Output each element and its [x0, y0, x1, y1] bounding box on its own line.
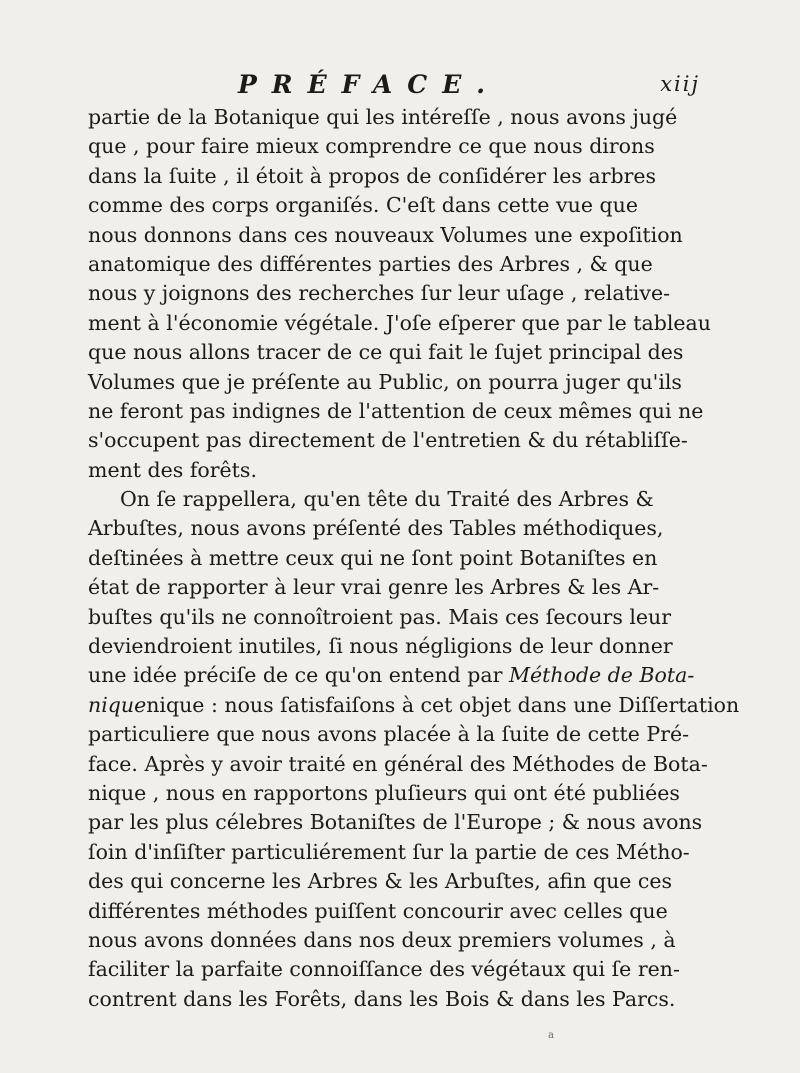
text-line: des qui concerne les Arbres & les Arbuſtes, afin que ces	[88, 869, 673, 894]
text-line: nique , nous en rapportons pluſieurs qui ont été publiées	[88, 780, 680, 805]
text-line: Volumes que je préſente au Public, on pourra juger qu'ils	[88, 369, 682, 394]
page-number: xiij	[660, 72, 700, 96]
text-line: nous y joignons des recherches ſur leur uſage , relative-	[88, 281, 671, 306]
text-line: nous donnons dans ces nouveaux Volumes une expoſition	[88, 222, 683, 247]
text-line: différentes méthodes puiſſent concourir avec celles que	[88, 898, 668, 923]
text-line: Arbuſtes, nous avons préſenté des Tables méthodiques,	[88, 516, 664, 541]
text-line: nous avons données dans nos deux premiers volumes , à	[88, 927, 676, 952]
text-line: état de rapporter à leur vrai genre les Arbres & les Ar-	[88, 575, 660, 600]
text-line: dans la ſuite , il étoit à propos de conſidérer les arbres	[88, 163, 657, 188]
text-line: face. Après y avoir traité en général des Méthodes de Bota-	[88, 751, 708, 776]
text-line: faciliter la parfaite connoiſſance des végétaux qui ſe ren-	[88, 957, 680, 982]
text-fragment: nique : nous ſatisfaiſons à cet objet dans une Diſſertation	[146, 692, 740, 717]
italic-term: Méthode de Bota-	[509, 663, 695, 688]
text-line-mixed	[88, 661, 708, 690]
text-fragment: une idée préciſe de ce qu'on entend par	[88, 663, 503, 688]
text-line: ment des forêts.	[88, 457, 257, 482]
text-line: deſtinées à mettre ceux qui ne ſont point Botaniſtes en	[88, 545, 658, 570]
text-line: s'occupent pas directement de l'entretien & du rétabliſſe-	[88, 428, 688, 453]
text-line: comme des corps organiſés. C'eſt dans cette vue que	[88, 193, 638, 218]
signature-mark: a	[548, 1030, 554, 1041]
text-line: buſtes qu'ils ne connoîtroient pas. Mais ces ſecours leur	[88, 604, 672, 629]
text-line: deviendroient inutiles, ſi nous négligions de leur donner	[88, 634, 673, 659]
text-line: que nous allons tracer de ce qui fait le ſujet principal des	[88, 340, 684, 365]
text-line: partie de la Botanique qui les intéreſſe , nous avons jugé	[88, 105, 678, 129]
text-line: anatomique des différentes parties des Arbres , & que	[88, 251, 653, 276]
text-line: que , pour faire mieux comprendre ce que nous dirons	[88, 134, 655, 159]
text-line: particuliere que nous avons placée à la ſuite de cette Pré-	[88, 722, 690, 747]
running-title: PRÉFACE.	[238, 70, 500, 99]
text-line: par les plus célebres Botaniſtes de l'Europe ; & nous avons	[88, 810, 703, 835]
text-line: ment à l'économie végétale. J'oſe eſperer que par le tableau	[88, 310, 711, 335]
italic-term: nique	[88, 692, 147, 717]
text-line: On ſe rappellera, qu'en tête du Traité des Arbres &	[120, 487, 654, 512]
page-header	[88, 70, 700, 104]
text-line: ne feront pas indignes de l'attention de ceux mêmes qui ne	[88, 398, 704, 423]
body-text	[88, 103, 740, 1014]
text-line-mixed	[88, 691, 740, 720]
text-line: ſoin d'inſiſter particuliérement ſur la partie de ces Métho-	[88, 839, 690, 864]
text-line: contrent dans les Forêts, dans les Bois & dans les Parcs.	[88, 986, 676, 1011]
